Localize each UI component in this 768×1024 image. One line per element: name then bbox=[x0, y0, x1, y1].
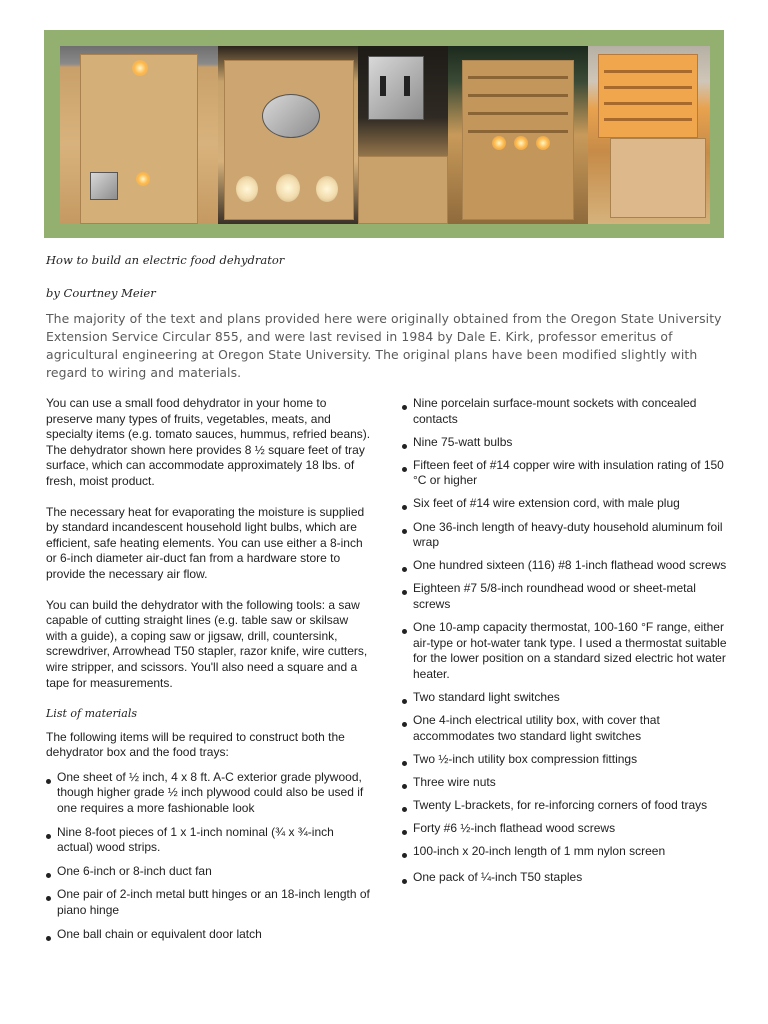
list-item: Nine 75-watt bulbs bbox=[402, 435, 732, 451]
materials-list-left bbox=[46, 770, 371, 942]
paragraph-heat: The necessary heat for evaporating the moisture is supplied by standard incandescent household light bulbs, which are efficient, safe heating elements. You can use either a 8-inch or 6-inch diameter air-duct fan from a hardware store to provide the necessary air flow. bbox=[46, 504, 365, 581]
list-item: Forty #6 ½-inch flathead wood screws bbox=[402, 821, 732, 837]
list-item: One 4-inch electrical utility box, with cover that accommodates two standard light switches bbox=[402, 713, 732, 744]
materials-intro: The following items will be required to construct both the dehydrator box and the food trays: bbox=[46, 729, 345, 760]
materials-heading: List of materials bbox=[46, 707, 137, 721]
list-item: Two standard light switches bbox=[402, 690, 732, 706]
list-item: Eighteen #7 5/8-inch roundhead wood or sheet-metal screws bbox=[402, 581, 732, 612]
list-item: One hundred sixteen (116) #8 1-inch flathead wood screws bbox=[402, 558, 732, 574]
list-item: Fifteen feet of #14 copper wire with insulation rating of 150 °C or higher bbox=[402, 458, 732, 489]
left-column bbox=[46, 396, 371, 950]
list-item: One ball chain or equivalent door latch bbox=[46, 927, 371, 943]
list-item: Three wire nuts bbox=[402, 775, 732, 791]
photo-glowing-trays bbox=[588, 46, 710, 224]
paragraph-usage: You can use a small food dehydrator in your home to preserve many types of fruits, vegetables, meats, and specialty items (e.g. tomato sauces, hummus, refried beans). The dehydrator shown here provides 8 ½ square feet of tray surface, which can accommodate approximately 18 lbs. of fresh, moist product. bbox=[46, 396, 371, 488]
list-item: Two ½-inch utility box compression fittings bbox=[402, 752, 732, 768]
right-column bbox=[402, 396, 732, 893]
photo-switch-box bbox=[358, 46, 448, 224]
list-item: One pair of 2-inch metal butt hinges or an 18-inch length of piano hinge bbox=[46, 887, 371, 918]
list-item: One 36-inch length of heavy-duty household aluminum foil wrap bbox=[402, 520, 732, 551]
photo-banner bbox=[44, 30, 724, 238]
list-item: One sheet of ½ inch, 4 x 8 ft. A-C exterior grade plywood, though higher grade ½ inch plywood could also be used if one requires a more fashionable look bbox=[46, 770, 371, 817]
photo-light-fixture bbox=[218, 46, 358, 224]
article-title: How to build an electric food dehydrator bbox=[46, 253, 285, 267]
list-item: 100-inch x 20-inch length of 1 mm nylon screen bbox=[402, 844, 732, 860]
intro-paragraph: The majority of the text and plans provided here were originally obtained from the Oregon State University Extension Service Circular 855, and were last revised in 1984 by Dale E. Kirk, professor emeritus of agricultural engineering at Oregon State University. The original plans have been modified slightly with regard to wiring and materials. bbox=[46, 311, 722, 380]
list-item: Nine 8-foot pieces of 1 x 1-inch nominal (¾ x ¾-inch actual) wood strips. bbox=[46, 825, 371, 856]
photo-open-box-slats bbox=[448, 46, 588, 224]
list-item: One pack of ¼-inch T50 staples bbox=[402, 870, 732, 886]
byline: by Courtney Meier bbox=[46, 286, 156, 300]
photo-strip bbox=[60, 46, 710, 224]
materials-list-right bbox=[402, 396, 732, 885]
photo-dehydrator-box-closed bbox=[60, 46, 218, 224]
list-item: Nine porcelain surface-mount sockets with concealed contacts bbox=[402, 396, 732, 427]
list-item: Twenty L-brackets, for re-inforcing corners of food trays bbox=[402, 798, 732, 814]
list-item: One 10-amp capacity thermostat, 100-160 °F range, either air-type or hot-water tank type. I used a thermostat suitable for the lower position on a standard sized electric hot water heater. bbox=[402, 620, 732, 682]
paragraph-tools: You can build the dehydrator with the following tools: a saw capable of cutting straight lines (e.g. table saw or skilsaw with a guide), a coping saw or jigsaw, drill, countersink, screwdriver, Arrowhead T50 stapler, razor knife, wire cutters, wire stripper, and scissors. You'll also need a square and a tape for measurements. bbox=[46, 597, 368, 690]
list-item: One 6-inch or 8-inch duct fan bbox=[46, 864, 371, 880]
list-item: Six feet of #14 wire extension cord, with male plug bbox=[402, 496, 732, 512]
